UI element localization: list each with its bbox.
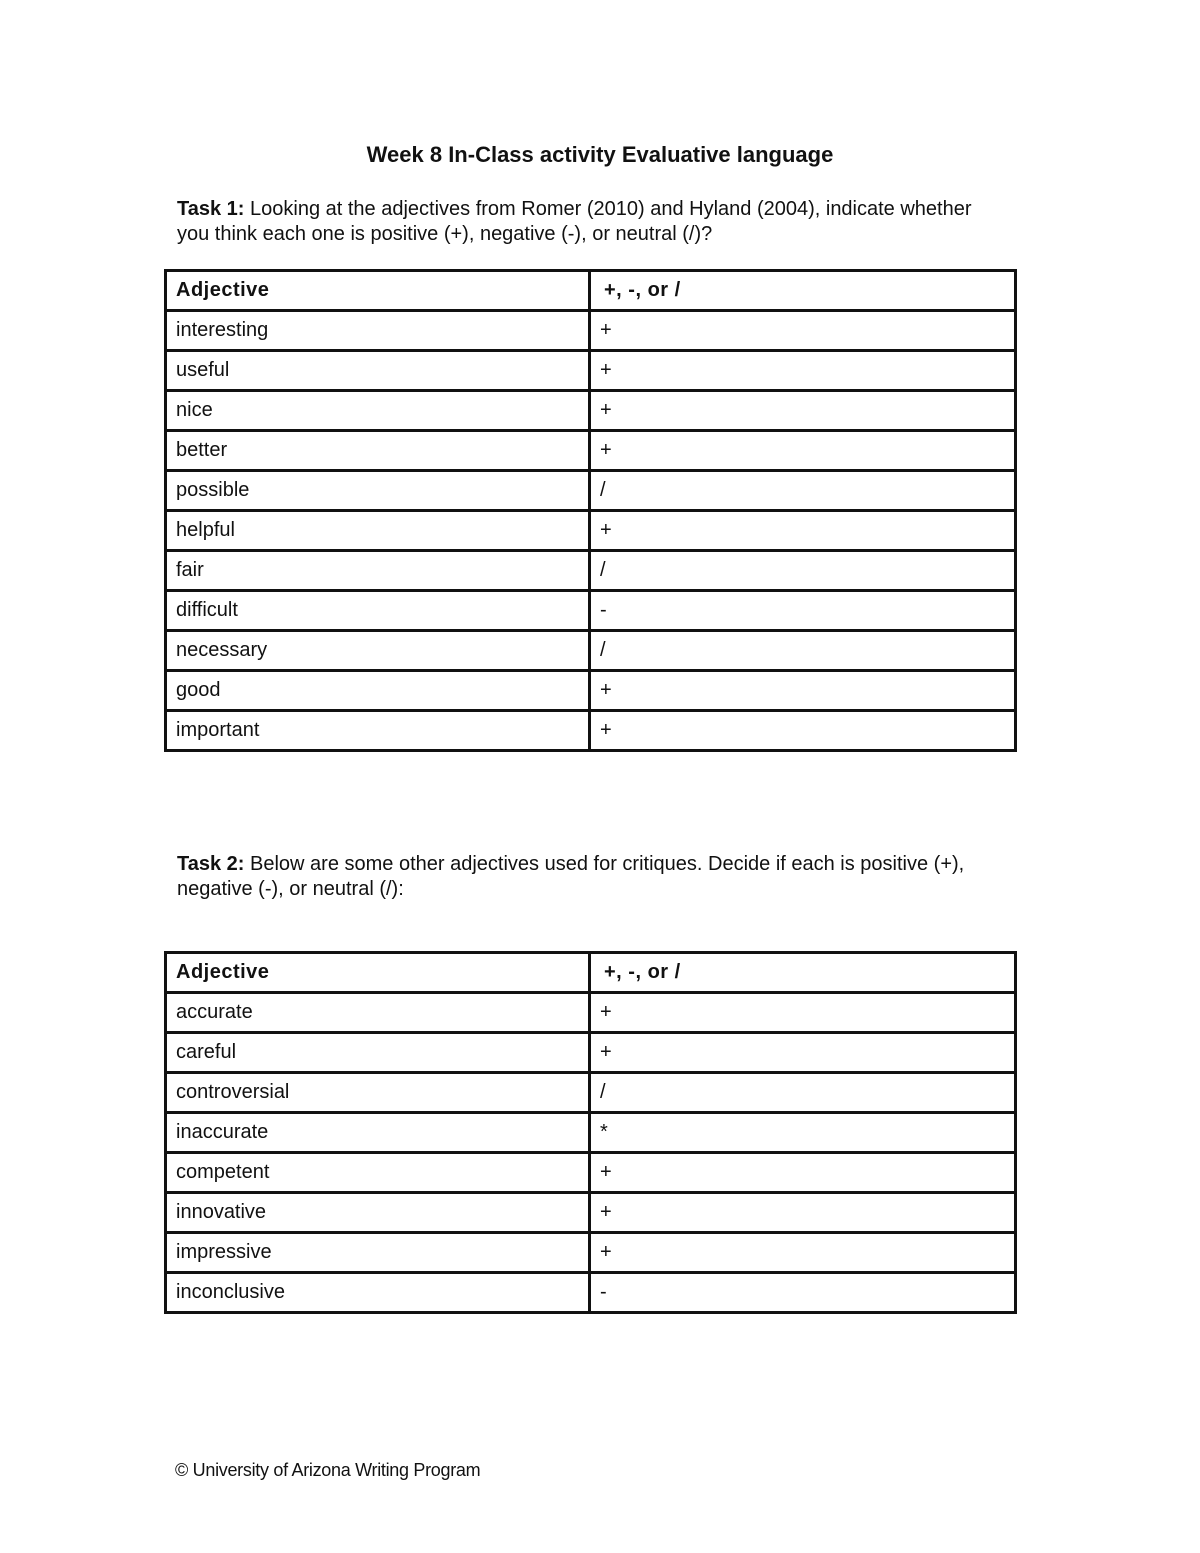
copyright-footer: © University of Arizona Writing Program bbox=[175, 1460, 481, 1480]
rating-cell: + bbox=[590, 311, 1016, 351]
rating-cell: + bbox=[590, 351, 1016, 391]
table-row bbox=[166, 591, 1016, 631]
rating-cell: + bbox=[590, 1193, 1016, 1233]
adjective-cell: interesting bbox=[166, 311, 590, 351]
header-adjective: Adjective bbox=[166, 271, 590, 311]
table-row bbox=[166, 391, 1016, 431]
rating-cell: + bbox=[590, 391, 1016, 431]
table-row bbox=[166, 551, 1016, 591]
adjective-cell: fair bbox=[166, 551, 590, 591]
adjective-cell: important bbox=[166, 711, 590, 751]
table-row bbox=[166, 1193, 1016, 1233]
rating-cell: / bbox=[590, 631, 1016, 671]
task2-label: Task 2: bbox=[177, 853, 245, 875]
adjective-cell: necessary bbox=[166, 631, 590, 671]
rating-cell: + bbox=[590, 671, 1016, 711]
table-row bbox=[166, 1233, 1016, 1273]
page-title: Week 8 In-Class activity Evaluative language bbox=[366, 142, 834, 167]
adjective-cell: useful bbox=[166, 351, 590, 391]
table-row bbox=[166, 993, 1016, 1033]
rating-cell: - bbox=[590, 591, 1016, 631]
table-row bbox=[166, 1153, 1016, 1193]
rating-cell: + bbox=[590, 431, 1016, 471]
table-row bbox=[166, 671, 1016, 711]
rating-cell: + bbox=[590, 993, 1016, 1033]
adjective-cell: accurate bbox=[166, 993, 590, 1033]
rating-cell: + bbox=[590, 1233, 1016, 1273]
rating-cell: / bbox=[590, 471, 1016, 511]
task2-text: Below are some other adjectives used for critiques. Decide if each is positive (+), negative (-), or neutral (/): bbox=[177, 853, 965, 900]
task2-table bbox=[164, 951, 1017, 1314]
adjective-cell: inaccurate bbox=[166, 1113, 590, 1153]
table-header-row bbox=[166, 953, 1016, 993]
table-row bbox=[166, 1033, 1016, 1073]
table-row bbox=[166, 1073, 1016, 1113]
adjective-cell: innovative bbox=[166, 1193, 590, 1233]
task1-table bbox=[164, 269, 1017, 752]
adjective-cell: competent bbox=[166, 1153, 590, 1193]
header-adjective: Adjective bbox=[166, 953, 590, 993]
rating-cell: * bbox=[590, 1113, 1016, 1153]
table-row bbox=[166, 1113, 1016, 1153]
adjective-cell: better bbox=[166, 431, 590, 471]
header-rating: +, -, or / bbox=[590, 271, 1016, 311]
rating-cell: + bbox=[590, 1153, 1016, 1193]
task1-instructions bbox=[177, 197, 1007, 247]
table-row bbox=[166, 311, 1016, 351]
adjective-cell: difficult bbox=[166, 591, 590, 631]
task1-text: Looking at the adjectives from Romer (2010) and Hyland (2004), indicate whether you think each one is positive (+), negative (-), or neutral (/)? bbox=[177, 198, 972, 245]
adjective-cell: good bbox=[166, 671, 590, 711]
table-row bbox=[166, 431, 1016, 471]
table-row bbox=[166, 631, 1016, 671]
rating-cell: / bbox=[590, 551, 1016, 591]
adjective-cell: inconclusive bbox=[166, 1273, 590, 1313]
table-row bbox=[166, 1273, 1016, 1313]
rating-cell: + bbox=[590, 511, 1016, 551]
table-row bbox=[166, 351, 1016, 391]
table-header-row bbox=[166, 271, 1016, 311]
adjective-cell: careful bbox=[166, 1033, 590, 1073]
adjective-cell: possible bbox=[166, 471, 590, 511]
rating-cell: / bbox=[590, 1073, 1016, 1113]
adjective-cell: impressive bbox=[166, 1233, 590, 1273]
task1-label: Task 1: bbox=[177, 198, 245, 220]
table-row bbox=[166, 511, 1016, 551]
rating-cell: + bbox=[590, 711, 1016, 751]
table-row bbox=[166, 471, 1016, 511]
header-rating: +, -, or / bbox=[590, 953, 1016, 993]
adjective-cell: nice bbox=[166, 391, 590, 431]
rating-cell: + bbox=[590, 1033, 1016, 1073]
task2-instructions bbox=[177, 852, 1007, 902]
adjective-cell: controversial bbox=[166, 1073, 590, 1113]
adjective-cell: helpful bbox=[166, 511, 590, 551]
table-row bbox=[166, 711, 1016, 751]
rating-cell: - bbox=[590, 1273, 1016, 1313]
